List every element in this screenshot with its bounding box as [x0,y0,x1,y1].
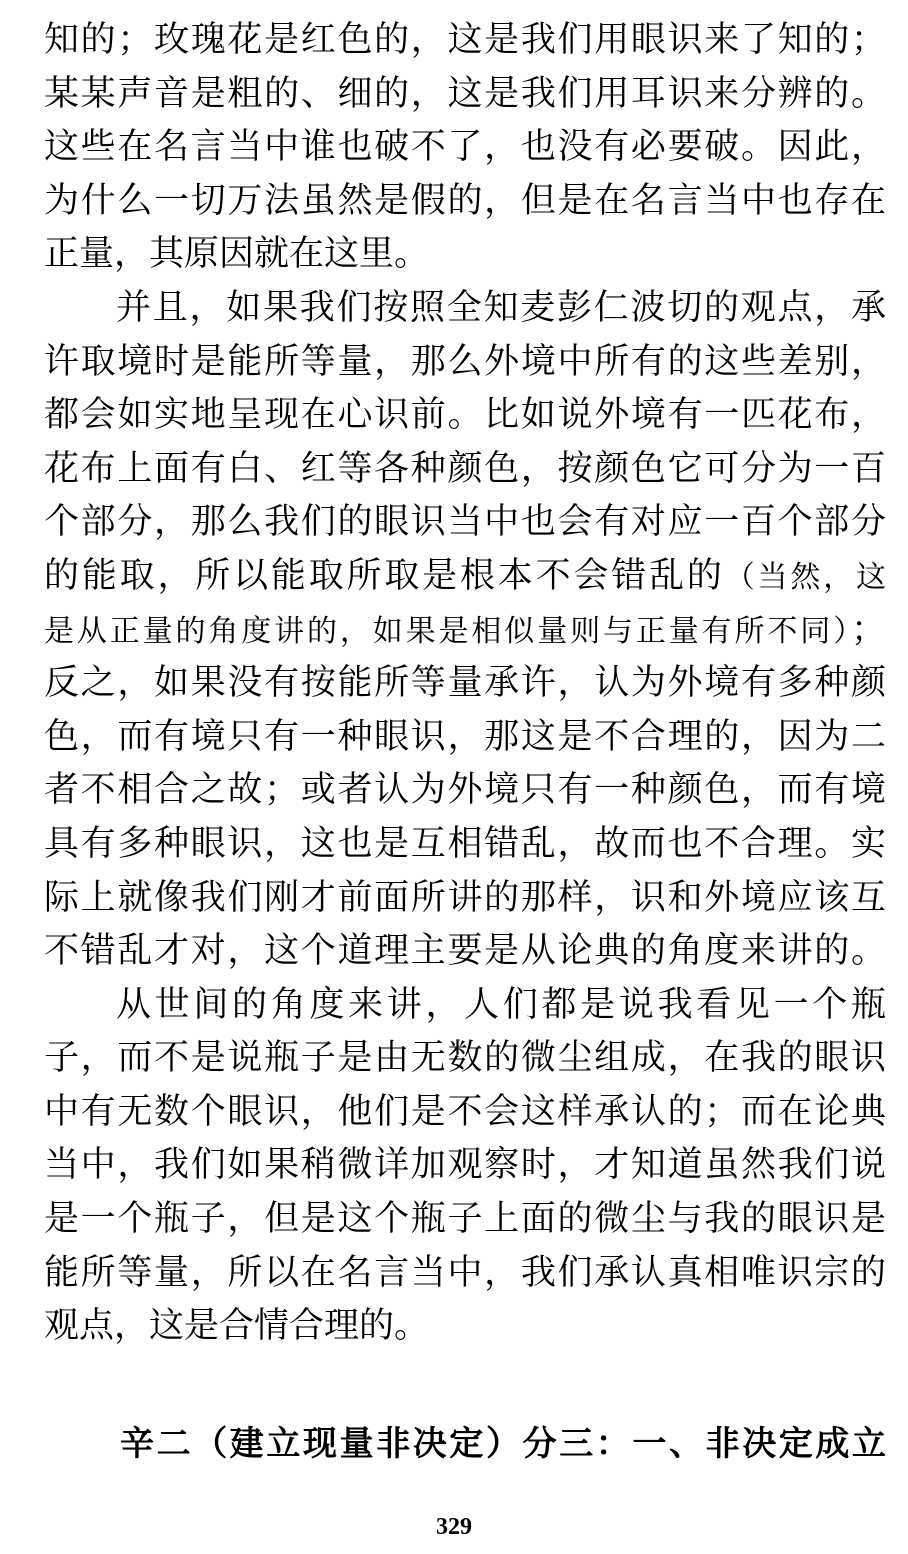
inline-note: 是从正量的角度讲的，如果是相似量则与正量有所不同） [44,613,851,649]
text-line: 这些在名言当中谁也破不了，也没有必要破。因此， [44,127,886,168]
text-line: 观点，这是合情合理的。 [44,1306,430,1347]
body-text [44,14,886,1354]
text-line: 际上就像我们刚才前面所讲的那样，识和外境应该互 [44,877,886,918]
text-line: 是一个瓶子，但是这个瓶子上面的微尘与我的眼识是 [44,1199,886,1240]
section-heading: 辛二（建立现量非决定）分三：一、非决定成立 [120,1424,886,1464]
text-line: 花布上面有白、红等各种颜色，按颜色它可分为一百 [44,448,886,489]
text-line: 当中，我们如果稍微详加观察时，才知道虽然我们说 [44,1145,886,1186]
text-line-with-note [44,604,886,658]
text-line: 为什么一切万法虽然是假的，但是在名言当中也存在 [44,180,886,221]
text-line: 者不相合之故；或者认为外境只有一种颜色，而有境 [44,770,886,811]
text-line: 某某声音是粗的、细的，这是我们用耳识来分辨的。 [44,73,886,114]
text-segment: 的能取，所以能取所取是根本不会错乱的 [44,555,725,596]
text-line-with-note [44,550,886,604]
text-line: 知的；玫瑰花是红色的，这是我们用眼识来了知的； [44,20,886,60]
text-line: 子，而不是说瓶子是由无数的微尘组成，在我的眼识 [44,1038,886,1079]
text-line: 都会如实地呈现在心识前。比如说外境有一匹花布， [44,395,886,436]
paragraph-first-line: 从世间的角度来讲，人们都是说我看见一个瓶 [116,984,886,1025]
paragraph-first-line: 并且，如果我们按照全知麦彭仁波切的观点，承 [116,287,886,328]
page-number: 329 [436,1514,472,1540]
text-line: 不错乱才对，这个道理主要是从论典的角度来讲的。 [44,931,886,972]
text-line: 反之，如果没有按能所等量承许，认为外境有多种颜 [44,663,886,704]
inline-note: （当然，这 [724,559,886,595]
text-line: 中有无数个眼识，他们是不会这样承认的；而在论典 [44,1091,886,1132]
text-line: 色，而有境只有一种眼识，那这是不合理的，因为二 [44,716,886,757]
text-segment: ； [850,609,886,650]
text-line: 能所等量，所以在名言当中，我们承认真相唯识宗的 [44,1252,886,1293]
text-line: 具有多种眼识，这也是互相错乱，故而也不合理。实 [44,823,886,864]
text-line: 正量，其原因就在这里。 [44,234,430,275]
text-line: 许取境时是能所等量，那么外境中所有的这些差别， [44,341,886,382]
text-line: 个部分，那么我们的眼识当中也会有对应一百个部分 [44,502,886,543]
